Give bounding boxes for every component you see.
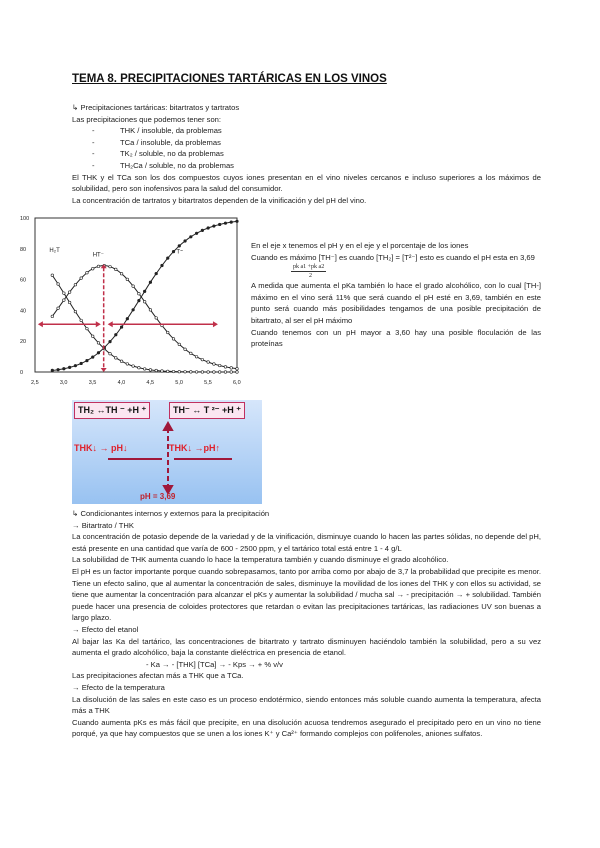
data-point (149, 281, 152, 284)
data-point (63, 292, 66, 295)
data-point (218, 364, 221, 367)
arrow-head (108, 321, 113, 327)
data-point (207, 371, 210, 374)
section-heading: ↳ Precipitaciones tartáricas: bitartratos y tartratos (72, 103, 240, 112)
arrow-head (213, 321, 218, 327)
data-point (172, 250, 175, 253)
data-point (172, 338, 175, 341)
paragraph: → Bitartrato / THK (72, 520, 134, 530)
y-tick-label: 0 (20, 370, 24, 376)
paragraph: La concentración de potasio depende de la variedad y de la vinificación, disminuye cuando lo hacen las partes sólidas, no depende del pH, está presente en una cantidad que varía de 600 - 2500 ppm, y el tartárico total está entre 1 - 4 g/L (72, 532, 541, 553)
data-point (68, 301, 71, 304)
data-point (80, 362, 83, 365)
paragraph: Las precipitaciones afectan más a THK que a TCa. (72, 671, 244, 681)
arrow-head (101, 368, 107, 372)
data-point (86, 271, 89, 274)
x-tick-label: 4,0 (117, 380, 126, 386)
data-point (120, 326, 123, 329)
data-point (97, 342, 100, 345)
formula (251, 263, 541, 280)
data-point (138, 366, 141, 369)
y-tick-label: 60 (20, 277, 27, 284)
paragraph: Cuando es máximo [TH⁻] es cuando [TH₂] = [T²⁻] esto es cuando el pH esta en 3,69 (251, 252, 535, 262)
data-point (51, 369, 54, 372)
data-point (166, 257, 169, 260)
data-point (184, 240, 187, 243)
x-tick-label: 5,0 (175, 380, 183, 386)
data-point (115, 357, 118, 360)
formula-numerator: pk a1 +pk a2 (293, 264, 325, 271)
arrow-head (96, 321, 101, 327)
x-tick-label: 3,0 (59, 380, 68, 386)
data-point (138, 299, 141, 302)
data-point (68, 291, 71, 294)
equilibrium-diagram (72, 400, 262, 504)
data-point (63, 367, 66, 370)
data-point (161, 370, 164, 373)
data-point (236, 220, 239, 223)
data-point (224, 222, 227, 225)
chart-explanation (251, 240, 541, 350)
paragraph: Al bajar las Ka del tartárico, las concentraciones de bitartrato y tartrato disminuyen haciéndolo también la solubilidad, pero a su vez aumenta el grado alcohólico, baja la constante dieléctrica en presencia de etanol. (72, 636, 541, 658)
data-point (126, 363, 129, 366)
x-tick-label: 6,0 (233, 380, 241, 386)
data-point (143, 368, 146, 371)
data-point (91, 267, 94, 270)
diagram-arrows (72, 400, 262, 504)
arrow-head (38, 321, 43, 327)
data-point (109, 340, 112, 343)
data-point (230, 367, 233, 370)
paragraph: El THK y el TCa son los dos compuestos cuyos iones presentan en el vino niveles cercanos e incluso superiores a los máximos de solubilidad, pero son inofensivos para la salud del consumidor. (72, 172, 541, 194)
paragraph: ↳ Condicionantes internos y externos para la precipitación (72, 509, 270, 518)
data-point (149, 309, 152, 312)
data-point (149, 369, 152, 372)
h2t-label: H₂T (49, 247, 60, 254)
data-point (166, 331, 169, 334)
data-point (161, 264, 164, 267)
left-effect-label: THK↓ → pH↓ (74, 443, 128, 453)
list-item-text: TH₂Ca / soluble, no da problemas (120, 160, 234, 170)
ht-curve (52, 266, 237, 369)
ph-value: pH = 3,69 (140, 492, 176, 501)
data-point (63, 299, 66, 302)
paragraph: En el eje x tenemos el pH y en el eje y el porcentaje de los iones (251, 241, 469, 250)
data-point (155, 369, 158, 372)
data-point (230, 221, 233, 224)
y-tick-label: 20 (20, 339, 27, 346)
data-point (201, 358, 204, 361)
y-tick-label: 80 (20, 246, 27, 253)
data-point (195, 232, 198, 235)
paragraph: La solubilidad de THK aumenta cuando lo hace la temperatura también y cuando disminuye el grado alcohólico. (72, 555, 449, 565)
data-point (138, 292, 141, 295)
data-point (132, 308, 135, 311)
data-point (109, 265, 112, 268)
data-point (218, 223, 221, 226)
paragraph: La disolución de las sales en este caso es un proceso endotérmico, siendo entonces más soluble cuando aumenta la temperatura, afecta más a THK (72, 694, 541, 716)
data-point (224, 371, 227, 374)
arrow-head-up (164, 423, 172, 430)
data-point (86, 359, 89, 362)
data-point (97, 351, 100, 354)
data-point (51, 274, 54, 277)
data-point (201, 229, 204, 232)
equation-2: TH⁻ ↔ T ²⁻ +H ⁺ (169, 402, 245, 419)
data-point (207, 227, 210, 230)
data-point (143, 300, 146, 303)
body-section (72, 508, 541, 740)
data-point (126, 278, 129, 281)
data-point (74, 310, 77, 313)
paragraph: La concentración de tartratos y bitartratos dependen de la vinificación y del pH del vino. (72, 195, 367, 205)
data-point (74, 283, 77, 286)
y-tick-label: 100 (20, 216, 30, 222)
paragraph: Cuando tenemos con un pH mayor a 3,60 hay una posible floculación de las proteínas (251, 327, 541, 349)
data-point (201, 371, 204, 374)
data-point (213, 371, 216, 374)
list-item: - THK / insoluble, da problemas (92, 126, 222, 136)
list-item: - TK₂ / soluble, no da problemas (92, 149, 224, 159)
data-point (74, 364, 77, 367)
data-point (207, 361, 210, 364)
data-point (91, 356, 94, 359)
list-item-text: THK / insoluble, da problemas (120, 126, 222, 136)
data-point (115, 268, 118, 271)
data-point (126, 317, 129, 320)
ht-label: HT⁻ (92, 252, 104, 259)
data-point (120, 360, 123, 363)
paragraph: → Efecto de la temperatura (72, 682, 165, 692)
data-point (230, 371, 233, 374)
data-point (178, 343, 181, 346)
data-point (91, 335, 94, 338)
x-tick-label: 5,5 (204, 380, 212, 386)
x-tick-label: 2,5 (31, 380, 39, 386)
list-item-text: TCa / insoluble, da problemas (120, 137, 221, 147)
data-point (80, 277, 83, 280)
paragraph: → Efecto del etanol (72, 624, 139, 634)
data-point (86, 327, 89, 330)
speciation-chart (20, 212, 245, 397)
y-tick-label: 40 (20, 308, 27, 315)
list-item-text: TK₂ / soluble, no da problemas (120, 149, 224, 159)
paragraph: Cuando aumenta pKs es más fácil que precipite, en una disolución acuosa tendremos asegurado el precipitado pero en un vino no tiene porqué, ya que hay compuestos que se unen a los iones K⁺ y Ca²⁺ formando complejos con polifenoles, aniones sulfatos. (72, 717, 541, 739)
data-point (218, 371, 221, 374)
data-point (120, 272, 123, 275)
x-tick-label: 3,5 (88, 380, 97, 386)
t-label: T⁼ (176, 249, 184, 256)
data-point (166, 370, 169, 373)
list-item: - TH₂Ca / soluble, no da problemas (92, 160, 234, 170)
paragraph: El pH es un factor importante porque cuando sobrepasamos, tanto por arriba como por abajo de 3,7 la probabilidad que precipite es menor. Tiene un efecto salino, que al aumentar la concentración de sales, disminuye la movilidad de los iones del THK y con ellos su actividad, se tiene que aumentar la concentración para alcanzar el pKs y aumentar la solubilidad / mucha sal → - precipitación → + solubilidad. También puede hacer una presencia de coloides protectores que retardan o evitan las precipitaciones tartáricas, las radiaciones UV son buenas a largo plazo. (72, 566, 541, 623)
data-point (132, 285, 135, 288)
data-point (57, 368, 60, 371)
t-curve (52, 221, 237, 370)
data-point (178, 370, 181, 373)
data-point (68, 366, 71, 369)
data-point (184, 348, 187, 351)
intro-section (72, 102, 541, 206)
list-item: - TCa / insoluble, da problemas (92, 137, 221, 147)
paragraph: A medida que aumenta el pKa también lo hace el grado alcohólico, con lo cual [TH-] máximo en el vino será 11% que será cuando el pH esté en 3,69, también en este punto será cuando más posibilidades tengamos de una posible precipitación de bitartrato, al ser el pH máximo (251, 281, 541, 325)
data-point (213, 225, 216, 228)
data-point (190, 371, 193, 374)
paragraph: - Ka → - [THK] [TCa] → - Kps → + % v/v (146, 659, 283, 669)
right-effect-label: THK↓ →pH↑ (169, 443, 220, 453)
data-point (190, 352, 193, 355)
data-point (97, 265, 100, 268)
data-point (115, 333, 118, 336)
data-point (236, 371, 239, 374)
data-point (51, 315, 54, 318)
data-point (172, 370, 175, 373)
data-point (155, 272, 158, 275)
data-point (109, 352, 112, 355)
x-tick-label: 4,5 (146, 380, 155, 386)
data-point (195, 371, 198, 374)
data-point (184, 371, 187, 374)
data-point (80, 319, 83, 322)
formula-denominator: 2 (309, 273, 312, 280)
data-point (190, 235, 193, 238)
data-point (195, 355, 198, 358)
data-point (132, 365, 135, 368)
data-point (224, 366, 227, 369)
paragraph: Las precipitaciones que podemos tener son: (72, 114, 222, 124)
data-point (178, 245, 181, 248)
page-title: TEMA 8. PRECIPITACIONES TARTÁRICAS EN LOS VINOS (72, 73, 387, 85)
data-point (213, 363, 216, 366)
data-point (57, 283, 60, 286)
data-point (57, 307, 60, 310)
equation-1: TH₂ ↔TH ⁻ +H ⁺ (74, 402, 150, 419)
data-point (143, 290, 146, 293)
data-point (236, 367, 239, 370)
data-point (155, 317, 158, 320)
